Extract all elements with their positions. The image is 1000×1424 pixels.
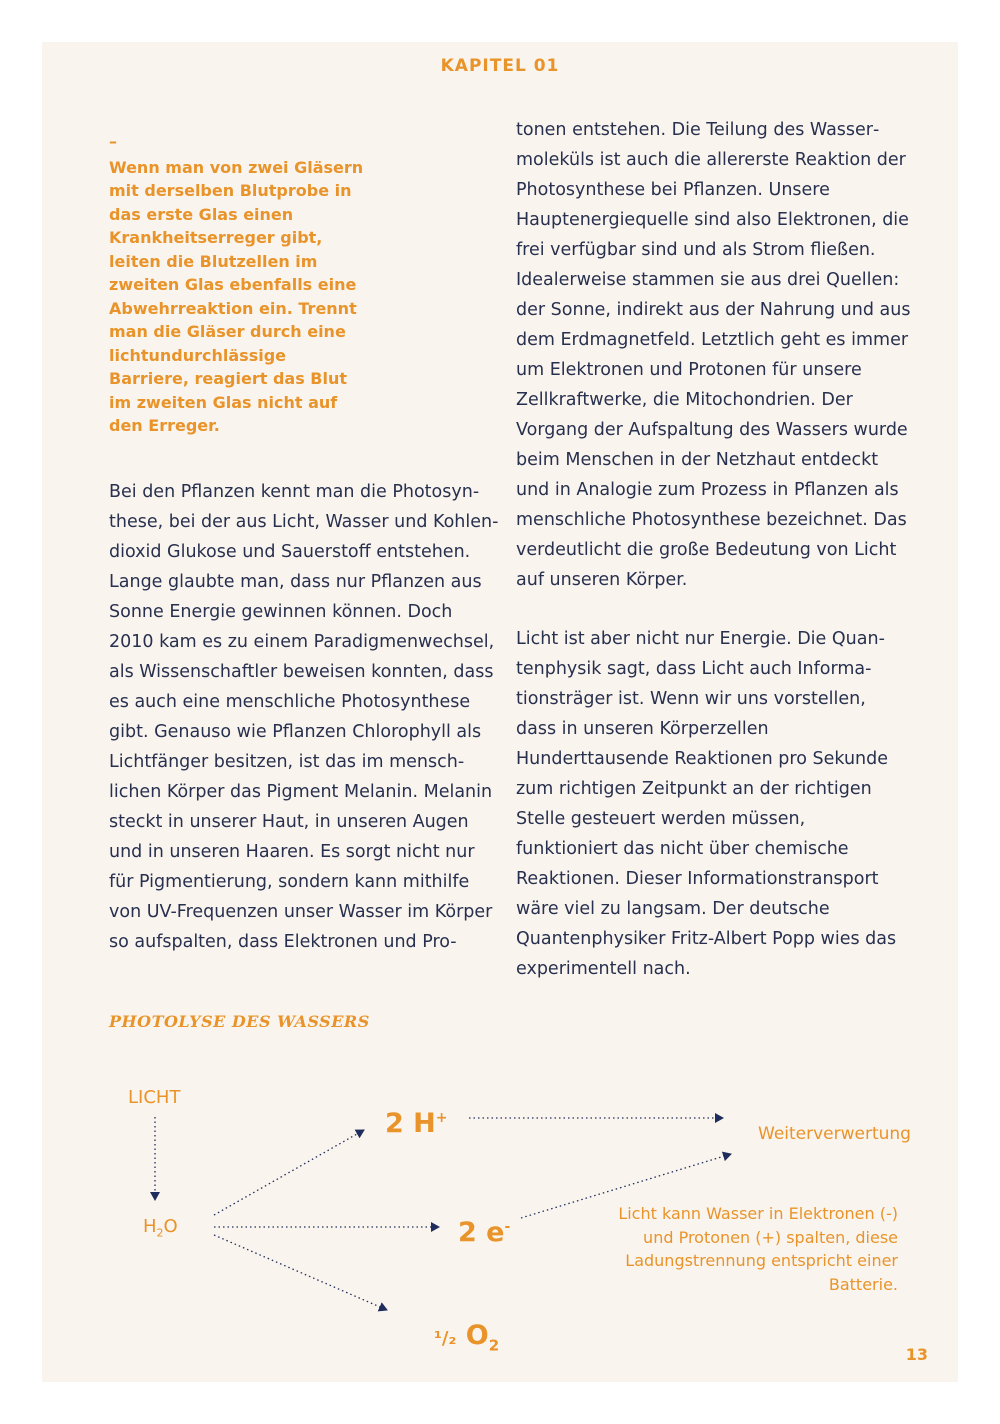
diagram-title: PHOTOLYSE DES WASSERS <box>109 1012 370 1031</box>
oxygen-label: ¹/₂ $O_2$ <box>434 1320 500 1355</box>
light-label: LICHT <box>128 1087 181 1108</box>
diagram-note: Licht kann Wasser in Elektronen (-) und Protonen (+) spalten, diese Ladungstrennung entspricht einer Batterie. <box>618 1204 898 1294</box>
chapter-heading: KAPITEL 01 <box>440 56 560 76</box>
body-left-column: Bei den Pflanzen kennt man die Photosynthese, bei der aus Licht, Wasser und Kohlendioxid Glukose und Sauerstoff entstehen. Lange glaubte man, dass nur Pflanzen aus Sonne Energie gewinnen können. Doch 2010 kam es zu einem Paradigmenwechsel, als Wissenschaftler beweisen konnten, dass es auch eine menschliche Photosynthese gibt. Genauso wie Pflanzen Chlorophyll als Lichtfänger besitzen, ist das im menschlichen Körper das Pigment Melanin. Melanin steckt in unserer Haut, in unseren Augen und in unseren Haaren. Es sorgt nicht nur für Pigmentierung, sondern kann mithilfe von UV-Frequenzen unser Wasser im Körper so aufspalten, dass Elektronen und Pro- <box>109 482 499 952</box>
water-label: $H_2O$ <box>143 1216 178 1240</box>
arrow-h2o-to-o2 <box>214 1235 387 1310</box>
page <box>42 42 958 1382</box>
quote-text: Wenn man von zwei Gläsern mit derselben Blutprobe in das erste Glas einen Krankheitserreger gibt, leiten die Blutzellen im zweiten Glas ebenfalls eine Abwehrreaktion ein. Trennt man die Gläser durch eine lichtundurchlässige Barriere, reagiert das Blut im zweiten Glas nicht auf den Erreger. <box>109 157 364 435</box>
page-number: 13 <box>905 1345 928 1364</box>
pull-quote <box>109 130 369 438</box>
quote-dash: – <box>109 132 117 151</box>
body-right-column-1: tonen entstehen. Die Teilung des Wassermoleküls ist auch die allererste Reaktion der Photosynthese bei Pflanzen. Unsere Hauptenergiequelle sind also Elektronen, die frei verfügbar sind und als Strom fließen. Idealerweise stammen sie aus drei Quellen: der Sonne, indirekt aus der Nahrung und aus dem Erdmagnetfeld. Letztlich geht es immer um Elektronen und Protonen für unsere Zellkraftwerke, die Mitochondrien. Der Vorgang der Aufspaltung des Wassers wurde beim Menschen in der Netzhaut entdeckt und in Analogie zum Prozess in Pflanzen als menschliche Photosynthese bezeichnet. Das verdeutlicht die große Bedeutung von Licht auf unseren Körper. <box>516 120 911 590</box>
protons-label: 2 H+ <box>385 1108 448 1139</box>
body-right-column-2: Licht ist aber nicht nur Energie. Die Quantenphysik sagt, dass Licht auch Informationsträger ist. Wenn wir uns vorstellen, dass in unseren Körperzellen Hunderttausende Reaktionen pro Sekunde zum richtigen Zeitpunkt an der richtigen Stelle gesteuert werden müssen, funktioniert das nicht über chemische Reaktionen. Dieser Informationstransport wäre viel zu langsam. Der deutsche Quantenphysiker Fritz-Albert Popp wies das experimentell nach. <box>516 629 897 979</box>
electrons-label: 2 e- <box>458 1217 511 1248</box>
arrow-h2o-to-hplus <box>214 1130 364 1215</box>
reuse-label: Weiterverwertung <box>758 1124 911 1144</box>
photolysis-diagram <box>42 1072 958 1382</box>
